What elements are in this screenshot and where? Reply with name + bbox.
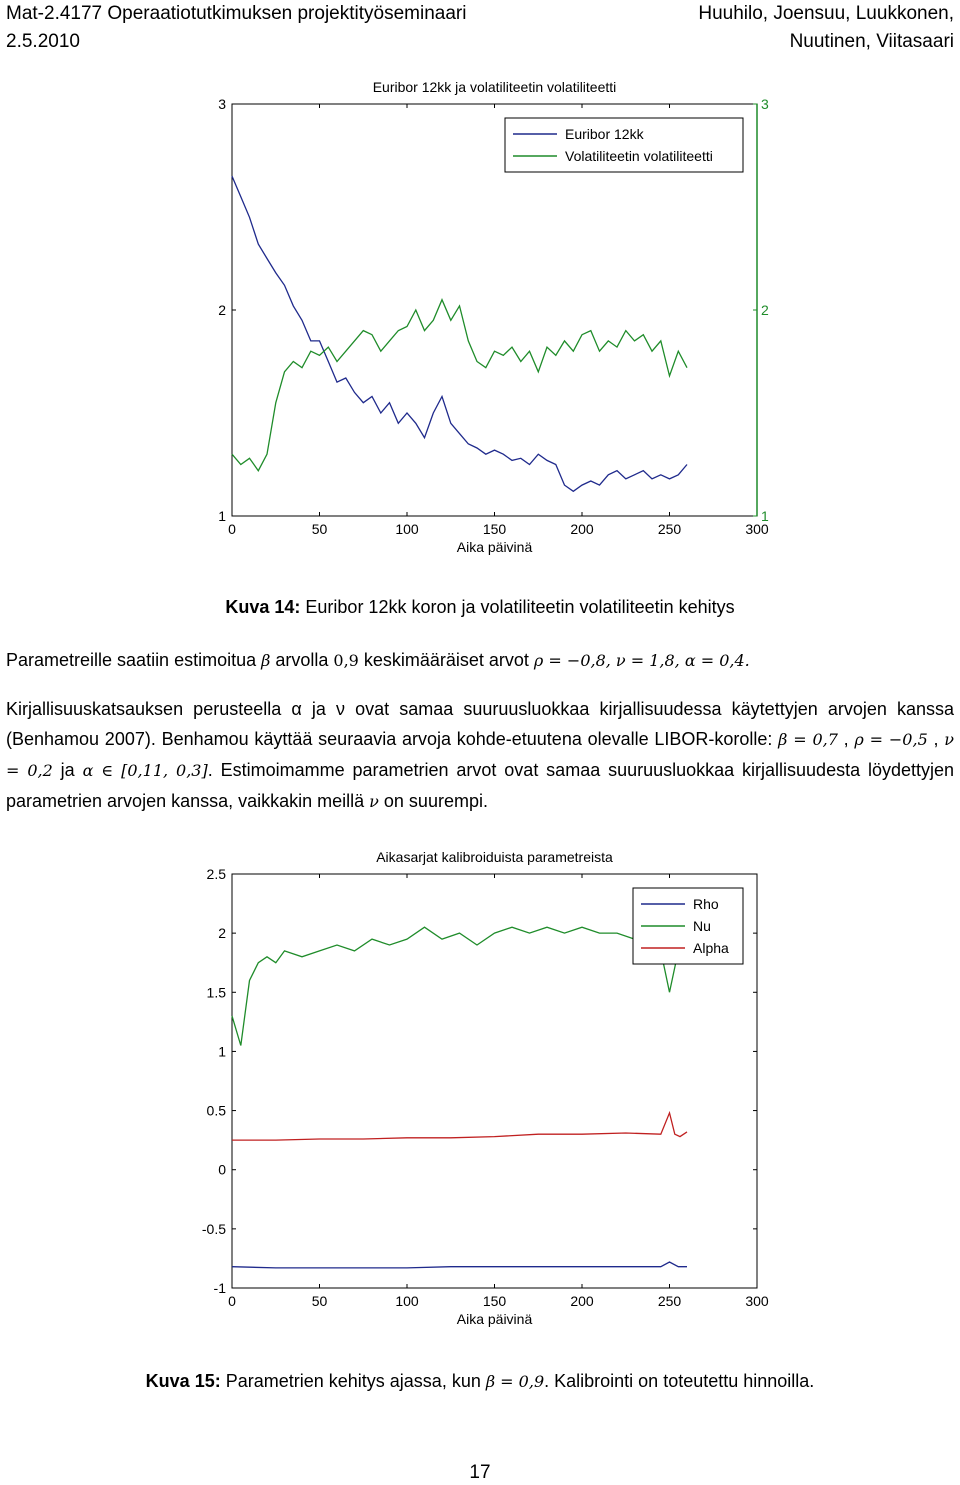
- para2-sep-3: ja: [52, 760, 83, 780]
- page-number: 17: [469, 1462, 491, 1483]
- para2-sep-2: ,: [927, 729, 945, 749]
- y-tick-label: 2: [218, 925, 226, 942]
- x-tick-label: 150: [482, 1293, 507, 1309]
- x-tick-label: 300: [745, 521, 769, 537]
- course-title: Mat-2.4177 Operaatiotutkimuksen projektityöseminaari: [6, 3, 467, 24]
- paragraph-estimates: [6, 645, 954, 676]
- para1-text-1: Parametreille saatiin estimoitua: [6, 650, 262, 670]
- authors-line1: Huuhilo, Joensuu, Luukkonen,: [698, 3, 954, 24]
- x-tick-label: 250: [657, 1293, 682, 1309]
- legend-label: Alpha: [693, 940, 729, 956]
- figure-14-caption: [0, 597, 960, 618]
- x-tick-label: 50: [311, 521, 328, 537]
- legend-label: Volatiliteetin volatiliteetti: [565, 148, 713, 164]
- para2-rho: ρ = −0,5: [854, 730, 928, 749]
- x-tick-label: 0: [228, 521, 236, 537]
- para2-text-3: on suurempi.: [378, 791, 488, 811]
- x-tick-label: 150: [482, 521, 507, 537]
- figure-15-label: Kuva 15:: [145, 1371, 221, 1391]
- running-header-left: [6, 0, 466, 56]
- legend-label: Rho: [693, 896, 719, 912]
- para1-parameter-values: ρ = −0,8, ν = 1,8, α = 0,4.: [533, 651, 750, 670]
- para2-beta: β = 0,7: [778, 730, 838, 749]
- y2-tick-label: 1: [761, 508, 769, 524]
- y-tick-label: -0.5: [201, 1220, 226, 1237]
- x-tick-label: 50: [311, 1293, 328, 1309]
- figure-15-text-1: Parametrien kehitys ajassa, kun: [220, 1371, 486, 1391]
- x-axis-label: Aika päivinä: [456, 539, 533, 555]
- y2-tick-label: 2: [761, 302, 769, 318]
- para1-text-2: arvolla: [270, 650, 334, 670]
- legend-label: Nu: [693, 918, 711, 934]
- header-date: 2.5.2010: [6, 31, 80, 52]
- figure-15-text-2: . Kalibrointi on toteutettu hinnoilla.: [544, 1371, 815, 1391]
- x-tick-label: 200: [570, 1293, 594, 1309]
- x-tick-label: 200: [570, 521, 594, 537]
- y-tick-label: 0.5: [206, 1102, 226, 1119]
- paragraph-literature: [6, 694, 954, 817]
- chart-title: Aikasarjat kalibroiduista parametreista: [376, 849, 613, 865]
- para2-nu: ν = 0,2: [6, 730, 954, 780]
- chart-title: Euribor 12kk ja volatiliteetin volatiliteetti: [372, 79, 617, 95]
- y-tick-label: 2: [218, 302, 226, 318]
- calibrated-parameters-chart: [0, 840, 960, 1340]
- euribor-volatility-chart: [0, 70, 960, 570]
- figure-15-caption: [0, 1371, 960, 1392]
- y-tick-label: 0: [218, 1161, 226, 1178]
- x-tick-label: 300: [745, 1293, 769, 1309]
- para2-alpha: α ∈ [0,11, 0,3]: [82, 761, 208, 780]
- y-tick-label: 1.5: [206, 984, 226, 1001]
- para1-beta: β: [261, 651, 271, 670]
- para2-nu-symbol: ν: [369, 792, 379, 811]
- x-tick-label: 0: [228, 1293, 236, 1309]
- y-tick-label: 1: [218, 508, 226, 524]
- y-tick-label: -1: [213, 1280, 226, 1296]
- x-tick-label: 100: [395, 1293, 419, 1309]
- figure-15-math: β = 0,9: [485, 1372, 545, 1391]
- y-tick-label: 3: [218, 96, 226, 112]
- para1-beta-value: 0,9: [333, 651, 359, 670]
- figure-14-text: Euribor 12kk koron ja volatiliteetin volatiliteetin kehitys: [300, 597, 735, 617]
- x-tick-label: 100: [395, 521, 419, 537]
- y-tick-label: 1: [218, 1043, 226, 1060]
- running-header-right: [698, 0, 954, 56]
- x-axis-label: Aika päivinä: [456, 1311, 533, 1327]
- para1-text-3: keskimääräiset arvot: [358, 650, 534, 670]
- legend-label: Euribor 12kk: [565, 126, 644, 142]
- authors-line2: Nuutinen, Viitasaari: [789, 31, 954, 52]
- para2-text-2: . Estimoimamme parametrien arvot ovat samaa suuruusluokkaa kirjallisuudesta löydettyjen parametrien arvojen kanssa, vaikkakin meillä: [6, 760, 955, 811]
- para2-text-1: Kirjallisuuskatsauksen perusteella α ja ν ovat samaa suuruusluokkaa kirjallisuudessa käytettyjen arvojen kanssa (Benhamou 2007). Benhamou käyttää seuraavia arvoja kohde-etuutena olevalle LIBOR-korolle:: [6, 699, 954, 749]
- y-tick-label: 2.5: [206, 866, 226, 882]
- para2-sep-1: ,: [837, 729, 855, 749]
- x-tick-label: 250: [657, 521, 682, 537]
- y2-tick-label: 3: [761, 96, 769, 112]
- figure-14-label: Kuva 14:: [225, 597, 301, 617]
